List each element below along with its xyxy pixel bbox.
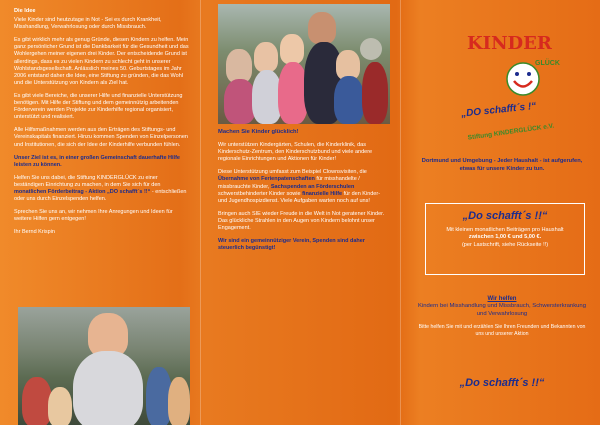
signature: Ihr Bernd Krispin xyxy=(14,229,55,236)
idea-paragraph: Alle Hilfsmaßnahmen werden aus den Erträgen des Stiftungs- und Vereinskapitals finanziert. Hinzu kommen Spenden von Einzelpersonen und Institutionen, die sich der Idee der Kinderhilfe verbunden fühlen. xyxy=(14,127,188,148)
idea-paragraph: Es gibt viele Bereiche, die unserer Hilfe und finanzielle Unterstützung benötigen. Mit Hilfe der Stiftung und dem gemeinnützig arbeitenden Förderverein werden Projekte zur Kinderhilfe regional organisiert, unterstützt und realisiert. xyxy=(14,92,183,121)
joy-paragraph: Bringen auch SIE wieder Freude in die Welt in Not geratener Kinder. Das glückliche Strahlen in den Augen von Kindern belohnt unser Engagement. xyxy=(218,210,385,232)
idea-paragraph: Viele Kinder sind heutzutage in Not - Sei es durch Krankheit, Misshandlung, Verwahrlosung oder durch Missbrauch. xyxy=(14,17,162,31)
help-paragraph: Helfen Sie uns dabei, die Stiftung KINDERGLÜCK zu einer beständigen Einrichtung zu machen, in dem Sie sich für den monatlichen Förderbeitrag - Aktion „DO schafft´s !!“ - entschließen oder uns durch Einzelspenden helfen. xyxy=(14,174,187,203)
fold-line xyxy=(400,0,401,425)
logo-graphic xyxy=(455,25,580,145)
tax-note: Wir sind ein gemeinnütziger Verein, Spenden sind daher steuerlich begünstigt! xyxy=(218,238,365,252)
box-title: „Do schafft´s !!“ xyxy=(462,210,548,222)
we-help-section xyxy=(417,296,587,338)
closing-paragraph: Sprechen Sie uns an, wir nehmen Ihre Anregungen und Ideen für weitere Hilfen gern entgegen! xyxy=(14,209,173,223)
idea-paragraph: Es gibt wirklich mehr als genug Gründe, diesen Kindern zu helfen. Mein ganz persönlicher Grund ist die Dankbarkeit für die Gesundheit und das Wohlergehen meiner eigenen drei Kinder. Der entscheidende Grund ist allerdings, dass es zu vielen Kindern zu schlecht geht in unserer Wohlstandsgesellschaft. Anlässlich meines 50. Geburtstages im Jahr 2006 entstand daher die Idee, eine Stiftung zu gründen, die das Wohl und die Unterstützung von Kindern als Ziel hat. xyxy=(14,37,189,86)
idea-heading: Die Idee xyxy=(14,8,36,14)
support-paragraph: Wir unterstützen Kindergärten, Schulen, die Kinderklinik, das Kinderschutz-Zentrum, den Kinderschutzbund und viele andere regionale Einrichtungen und Aktionen für Kinder! xyxy=(218,142,373,163)
dortmund-appeal: Dortmund und Umgebung - Jeder Haushalt - ist aufgerufen, etwas für unsere Kinder zu tun. xyxy=(421,158,583,172)
we-help-text: Kindern bei Misshandlung und Missbrauch, Schwersterkrankung und Verwahrlosung xyxy=(418,303,586,317)
smile-face-icon xyxy=(507,63,539,95)
logo-sub: GLÜCK xyxy=(535,60,560,67)
slogan-bottom: „Do schafft´s !!“ xyxy=(459,377,545,389)
logo-title: KINDER xyxy=(467,33,552,54)
goal-text: Unser Ziel ist es, in einer großen Gemeinschaft dauerhafte Hilfe leisten zu können. xyxy=(14,154,180,168)
box-line: zwischen 1,00 € und 5,00 €. xyxy=(468,234,542,241)
kinderglueck-logo xyxy=(455,25,580,145)
box-line: Mit kleinen monatlichen Beiträgen pro Haushalt xyxy=(446,227,564,233)
panel-make-happy xyxy=(200,0,400,425)
logo-slogan: „DO schafft´s !“ xyxy=(460,100,537,120)
we-help-small: Bitte helfen Sie mit und erzählen Sie Ihren Freunden und Bekannten von uns und unserer Aktion xyxy=(418,324,586,338)
donation-box xyxy=(425,203,585,275)
we-help-heading: Wir helfen xyxy=(487,296,517,302)
event-crowd-photo xyxy=(18,307,190,425)
make-happy-heading: Machen Sie Kinder glücklich! xyxy=(218,129,299,135)
examples-paragraph: Diese Unterstützung umfasst zum Beispiel Clownsvisiten, die Übernahme von Ferienpatenschaften für misshandelte / missbrauchte Kinder, Sachspenden an Förderschulen schwerstbehinderter Kinder sowie finanzielle Hilfe für den Kinder- und Jugendhospizdienst. Viele Aufgaben warten noch auf uns! xyxy=(218,169,381,204)
children-group-photo xyxy=(218,4,390,124)
box-line: (per Lastschrift, siehe Rückseite !!) xyxy=(461,241,549,248)
logo-foundation: Stiftung KINDERGLÜCK e.V. xyxy=(467,122,555,142)
